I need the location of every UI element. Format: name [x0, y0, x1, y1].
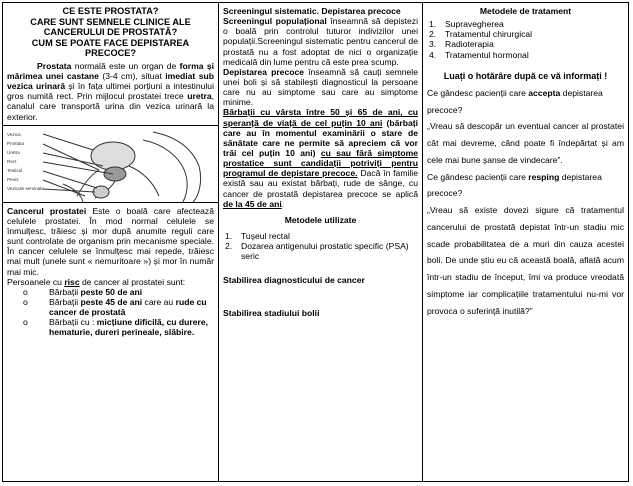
figure-label: Testicul	[7, 167, 23, 173]
text: Este o boală care afectează celulele prostatei. În mod normal celulele se înmulțesc, trăiesc și mor după anumite reguli care sunt controlate de organism prin mecanisme speciale. În cancer celulele se înmulțesc mai repede, trăiesc mai mult (unele sunt « nemuritoare ») și mor în număr mai mic.	[7, 205, 214, 277]
column-what-is-prostate	[3, 3, 219, 481]
title-line: CARE SUNT SEMNELE CLINICE ALE CANCERULUI DE PROSTATĂ?	[30, 16, 191, 38]
list-item: 2. Dozarea antigenului prostatic specific (PSA) seric	[225, 241, 409, 262]
bold-text: uretra	[187, 91, 212, 102]
text: Bărbații	[49, 286, 81, 297]
bold-text: forma și mărimea unei castane	[7, 60, 214, 82]
bold-text: Screeningul populațional	[223, 16, 327, 27]
candidates-paragraph	[223, 107, 418, 208]
text: Ce gândesc pacienții care	[427, 87, 529, 98]
list-item: 1. Tușeul rectal	[225, 230, 290, 241]
text: și în fața ultimei porțiuni a intestinului gros numită rect. Prin mijlocul prostatei trece	[7, 81, 215, 102]
column-title	[7, 6, 214, 59]
bold-text: (bărbați care au în momentul examinării o stare de sănătate care ne permite să apreciem că vor trăi cel puțin 10 ani)	[223, 117, 418, 158]
list-item: 3. Radioterapia	[429, 39, 494, 50]
prostate-term: Prostata	[37, 60, 72, 71]
text: înseamnă să cauți semnele unei boli și să stabilești diagnosticul la persoane care nu au simptome sau care au simptome minime.	[223, 66, 418, 108]
bold-text: Depistarea precoce	[223, 66, 305, 77]
list-item	[7, 317, 214, 337]
list-item: 2. Tratamentul chirurgical	[429, 29, 533, 40]
bold-underline-text: de la 45 de ani	[223, 198, 282, 209]
list-item	[7, 297, 214, 317]
bold-text: resping	[528, 171, 560, 182]
text: Persoanele cu	[7, 276, 65, 287]
treatment-heading: Metodele de tratament	[479, 6, 572, 16]
decision-prompt: Luați o hotărâre după ce vă informați !	[443, 70, 608, 81]
text: Tușeul rectal	[241, 230, 290, 241]
figure-label: Penis	[7, 176, 19, 182]
bold-text: peste 50 de ani	[80, 286, 143, 297]
section-heading: Screeningul sistematic. Depistarea precoce	[223, 6, 401, 16]
reject-quote: „Vreau să existe dovezi sigure că tratamentul cancerului de prostată depistat într-un stadiu mic scade probabilitatea de a muri din cauza acestei boli. De unde știu eu că această boală, aflată acum într-un stadiu de început, îmi va produce vreodată simptome iar complicațiile tratamentului nu-mi vor provoca o suferință inutilă?”	[427, 205, 624, 316]
diagnosis-heading: Stabilirea diagnosticului de cancer	[223, 275, 365, 286]
text: Tratamentul chirurgical	[445, 29, 533, 40]
bold-text: accepta	[528, 87, 561, 98]
text: depistarea precoce?	[427, 87, 603, 115]
staging-heading: Stabilirea stadiului bolii	[223, 307, 320, 318]
opinions-block	[427, 85, 624, 320]
accept-quote: „Vreau să descopăr un eventual cancer al prostatei cât mai devreme, când poate fi îndepărtat și am cele mai bune șanse de vindecare”.	[427, 121, 624, 165]
text: Bărbații cu :	[49, 317, 97, 328]
bold-text: risc	[64, 276, 80, 287]
title-line: CUM SE POATE FACE DEPISTAREA PRECOCE?	[31, 37, 190, 59]
text: Tratamentul hormonal	[445, 49, 529, 60]
text: care au	[142, 297, 176, 307]
text: Dacă în familie există sau au existat bărbați, rude de sânge, cu cancer de prostată depistarea precoce se aplică	[223, 168, 418, 199]
text: Ce gândesc pacienții care	[427, 171, 529, 182]
figure-label: Uretra	[7, 149, 20, 155]
text: depistarea precoce?	[427, 171, 602, 199]
column-screening	[219, 3, 423, 481]
methods-list	[223, 231, 418, 261]
list-item: 1. Supravegherea	[429, 19, 504, 30]
text: .	[281, 198, 285, 209]
accept-question	[427, 85, 624, 119]
risk-list	[7, 287, 214, 338]
bold-text: micțiune dificilă, cu durere, hematurie, dureri perineale, slăbire.	[49, 317, 209, 338]
text: (3-4 cm), situat	[98, 71, 166, 82]
risk-intro	[7, 277, 214, 287]
list-item	[7, 287, 214, 297]
bold-text: rude cu cancer de prostată	[49, 297, 207, 318]
text: înseamnă să depistezi o boală prin controlul tuturor indivizilor unei populații.Screeningul sistematic pentru cancerul de prostată nu a fost adoptat de nici o organizație medicală din lume pentru că este prea scump.	[223, 16, 418, 67]
cancer-term: Cancerul prostatei	[7, 205, 87, 216]
text: normală este un organ de	[71, 60, 180, 71]
methods-heading: Metodele utilizate	[284, 214, 357, 225]
figure-label: Vezicule seminale	[7, 185, 44, 191]
text: de cancer al prostatei sunt:	[79, 276, 186, 287]
figure-label: Vezica	[7, 131, 21, 137]
population-screening-paragraph	[223, 16, 418, 67]
title-line: CE ESTE PROSTATA?	[62, 6, 159, 16]
brochure-sheet	[2, 2, 629, 482]
text: Radioterapia	[445, 39, 494, 50]
intro-paragraph	[7, 61, 214, 122]
bold-underline-text: cu sau fără simptome prostatice sunt candidații potriviți pentru programul de depistare precoce.	[223, 147, 418, 179]
text: Bărbații	[49, 297, 81, 307]
cancer-definition	[7, 206, 214, 277]
list-item: 4. Tratamentul hormonal	[429, 49, 529, 60]
text: Dozarea antigenului prostatic specific (PSA) seric	[241, 241, 409, 262]
anatomy-figure	[3, 125, 218, 203]
bold-text: imediat sub vezica urinară	[7, 71, 214, 92]
figure-label: Rect	[7, 158, 17, 164]
reject-question	[427, 169, 624, 203]
figure-label: Prostata	[7, 140, 25, 146]
early-detection-paragraph	[223, 67, 418, 108]
treatment-list	[427, 19, 624, 60]
text: , canalul care transportă urina din vezica urinară la exterior.	[7, 91, 214, 122]
column-treatment	[423, 3, 628, 481]
bold-underline-text: Bărbații cu vârsta între 50 și 65 de ani, cu speranță de viață de cel puțin 10 ani	[223, 107, 418, 128]
bold-text: peste 45 de ani	[80, 297, 143, 307]
text: Supravegherea	[445, 19, 504, 30]
